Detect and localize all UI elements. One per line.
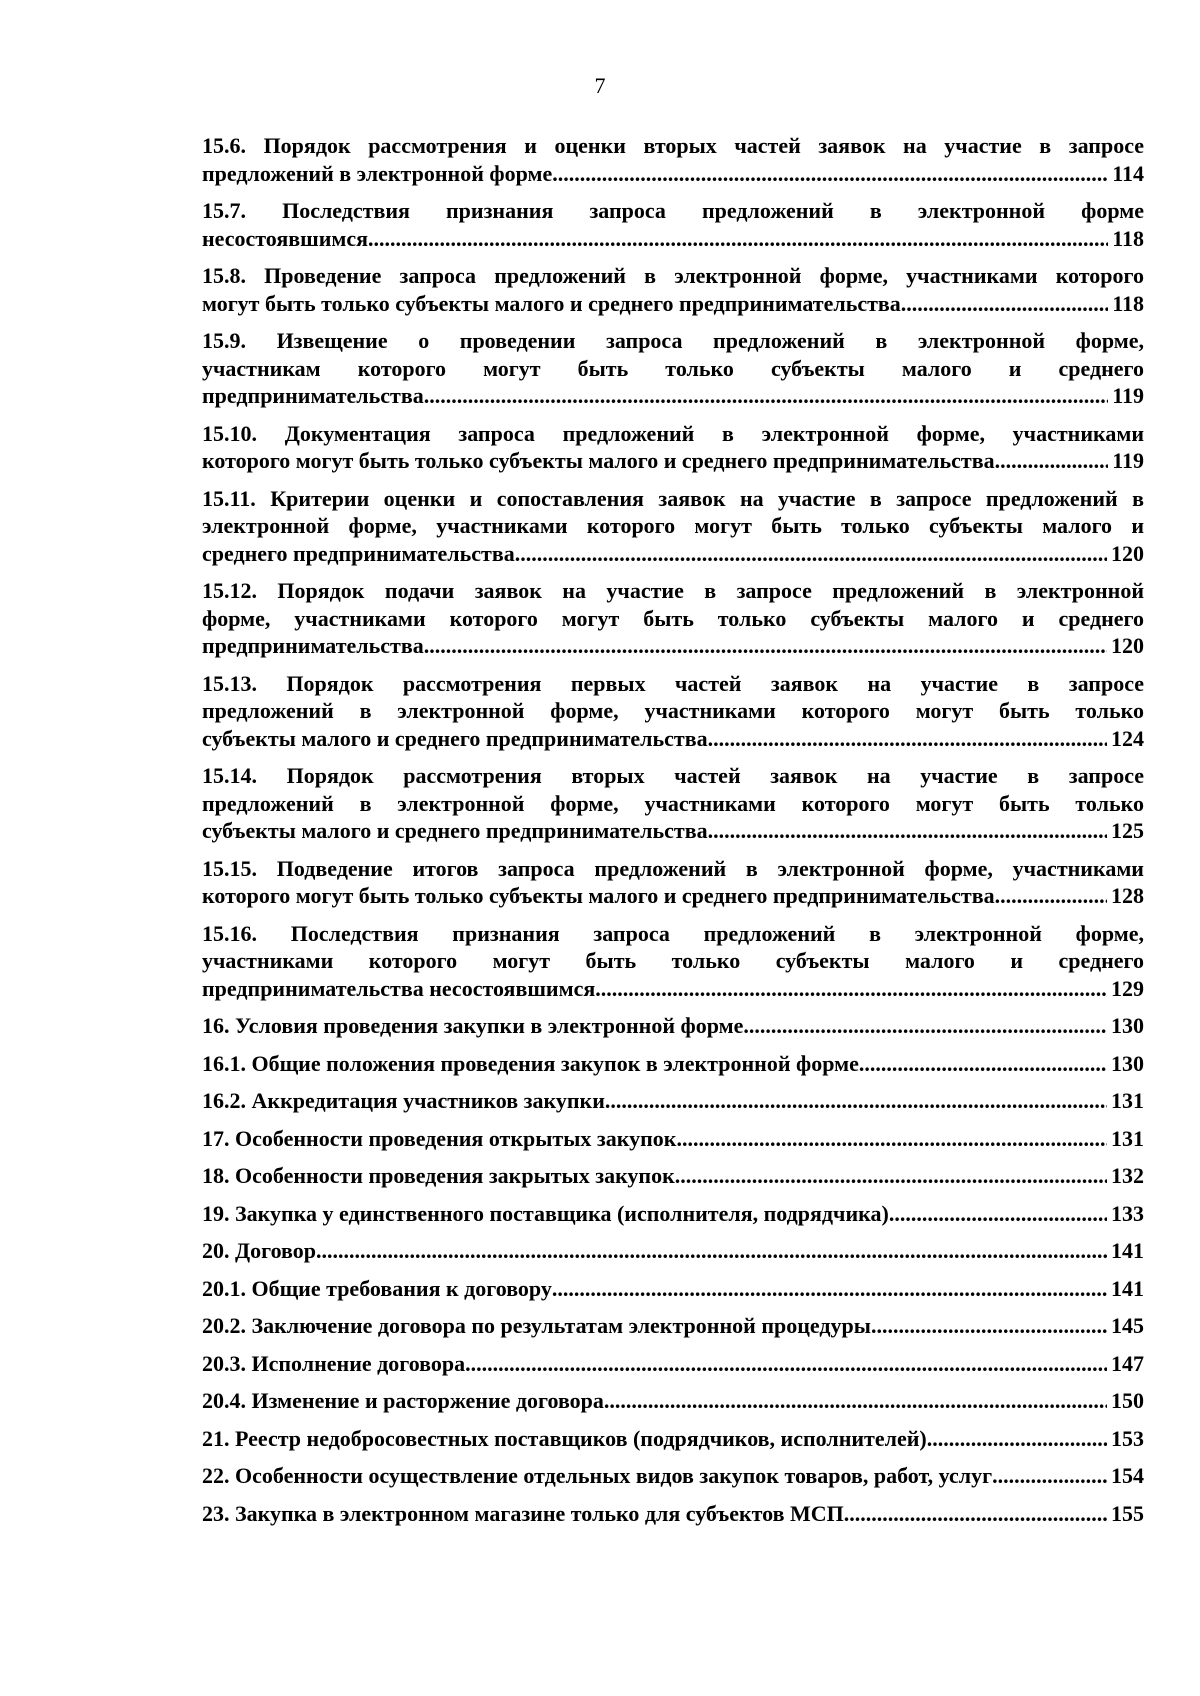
- toc-entry[interactable]: [202, 1312, 1144, 1340]
- toc-entry[interactable]: [202, 485, 1144, 568]
- toc-entry-line: 15.8. Проведение запроса предложений в электронной форме, участниками которого: [202, 263, 1144, 288]
- toc-entry[interactable]: [202, 1387, 1144, 1415]
- toc-entry[interactable]: [202, 1200, 1144, 1228]
- toc-entry-line: 15.14. Порядок рассмотрения вторых частей заявок на участие в запросе: [202, 763, 1144, 788]
- toc-entry-title: 22. Особенности осуществление отдельных видов закупок товаров, работ, услуг: [202, 1463, 993, 1488]
- toc-entry-line: форме, участниками которого могут быть только субъекты малого и среднего: [202, 605, 1144, 631]
- toc-entry-line: участниками которого могут быть только субъекты малого и среднего: [202, 948, 1144, 973]
- toc-entry[interactable]: [202, 1500, 1144, 1528]
- toc-entry-last-line: [202, 1350, 1144, 1378]
- toc-entry-page-number: 119: [1112, 448, 1144, 473]
- toc-entry-title: которого могут быть только субъекты малого и среднего предпринимательства: [202, 448, 995, 473]
- toc-entry-page-number: 147: [1111, 1350, 1144, 1376]
- dot-leader: [368, 225, 1108, 253]
- dot-leader: [743, 1012, 1107, 1040]
- dot-leader: [871, 1312, 1107, 1340]
- toc-entry-title: предпринимательства: [202, 633, 424, 658]
- toc-entry[interactable]: [202, 1462, 1144, 1490]
- toc-entry-last-line: [202, 1200, 1144, 1228]
- toc-entry-last-line: [202, 817, 1144, 845]
- toc-entry[interactable]: [202, 262, 1144, 317]
- toc-entry[interactable]: [202, 1012, 1144, 1040]
- toc-entry-page-number: 131: [1111, 1088, 1144, 1113]
- toc-entry-page-number: 124: [1111, 725, 1144, 751]
- toc-entry[interactable]: [202, 855, 1144, 910]
- toc-entry-page-number: 145: [1111, 1313, 1144, 1338]
- toc-entry-line: 15.6. Порядок рассмотрения и оценки вторых частей заявок на участие в запросе: [202, 133, 1144, 158]
- toc-entry-page-number: 125: [1111, 818, 1144, 843]
- toc-entry-last-line: [202, 1237, 1144, 1265]
- toc-entry-line: 15.13. Порядок рассмотрения первых частей заявок на участие в запросе: [202, 670, 1144, 696]
- toc-entry-page-number: 131: [1111, 1125, 1144, 1151]
- toc-entry-page-number: 132: [1111, 1163, 1144, 1188]
- dot-leader: [605, 1087, 1107, 1115]
- toc-entry-title: 20.3. Исполнение договора: [202, 1350, 466, 1376]
- toc-entry-page-number: 119: [1112, 383, 1144, 408]
- toc-entry-last-line: [202, 1050, 1144, 1078]
- toc-entry[interactable]: [202, 420, 1144, 475]
- toc-entry-line: участникам которого могут быть только субъекты малого и среднего: [202, 355, 1144, 381]
- toc-entry-last-line: [202, 1125, 1144, 1153]
- toc-entry-line: 15.10. Документация запроса предложений в электронной форме, участниками: [202, 420, 1144, 446]
- toc-entry-title: несостоявшимся: [202, 225, 369, 251]
- toc-entry[interactable]: [202, 920, 1144, 1003]
- toc-entry-page-number: 120: [1111, 540, 1144, 566]
- toc-entry-title: 18. Особенности проведения закрытых закупок: [202, 1163, 675, 1188]
- toc-entry[interactable]: [202, 327, 1144, 410]
- table-of-contents: [202, 132, 1144, 1537]
- toc-entry-title: которого могут быть только субъекты малого и среднего предпринимательства: [202, 883, 995, 908]
- dot-leader: [675, 1162, 1107, 1190]
- dot-leader: [424, 632, 1107, 660]
- toc-entry-last-line: [202, 540, 1144, 568]
- dot-leader: [676, 1125, 1107, 1153]
- dot-leader: [708, 725, 1107, 753]
- toc-entry-last-line: [202, 225, 1144, 253]
- toc-entry-last-line: [202, 1275, 1144, 1303]
- toc-entry-last-line: [202, 725, 1144, 753]
- toc-entry-page-number: 154: [1111, 1463, 1144, 1488]
- toc-entry-title: 20.2. Заключение договора по результатам электронной процедуры: [202, 1313, 871, 1338]
- toc-entry-page-number: 133: [1111, 1200, 1144, 1226]
- toc-entry-title: предложений в электронной форме: [202, 160, 553, 186]
- toc-entry-title: предпринимательства: [202, 383, 424, 408]
- toc-entry-title: 20.1. Общие требования к договору: [202, 1275, 552, 1301]
- toc-entry-page-number: 150: [1111, 1388, 1144, 1413]
- toc-entry-title: 16.2. Аккредитация участников закупки: [202, 1088, 605, 1113]
- toc-entry-page-number: 155: [1111, 1500, 1144, 1526]
- toc-entry-last-line: [202, 447, 1144, 475]
- toc-entry-page-number: 120: [1111, 633, 1144, 658]
- toc-entry-last-line: [202, 975, 1144, 1003]
- toc-entry-title: могут быть только субъекты малого и среднего предпринимательства: [202, 290, 901, 316]
- toc-entry-title: среднего предпринимательства: [202, 540, 515, 566]
- toc-entry-last-line: [202, 1462, 1144, 1490]
- toc-entry-page-number: 141: [1111, 1238, 1144, 1263]
- toc-entry-line: 15.16. Последствия признания запроса предложений в электронной форме,: [202, 920, 1144, 946]
- toc-entry[interactable]: [202, 1275, 1144, 1303]
- toc-entry-page-number: 153: [1111, 1425, 1144, 1451]
- dot-leader: [708, 817, 1107, 845]
- toc-entry-line: 15.12. Порядок подачи заявок на участие в запросе предложений в электронной: [202, 578, 1144, 603]
- toc-entry-title: 23. Закупка в электронном магазине только для субъектов МСП: [202, 1500, 844, 1526]
- toc-entry-line: электронной форме, участниками которого могут быть только субъекты малого и: [202, 513, 1144, 538]
- toc-entry[interactable]: [202, 762, 1144, 845]
- toc-entry-page-number: 118: [1112, 225, 1144, 251]
- toc-entry-page-number: 130: [1111, 1050, 1144, 1076]
- dot-leader: [995, 447, 1109, 475]
- toc-entry[interactable]: [202, 1425, 1144, 1453]
- toc-entry-title: 16.1. Общие положения проведения закупок в электронной форме: [202, 1050, 859, 1076]
- toc-entry[interactable]: [202, 577, 1144, 660]
- dot-leader: [844, 1500, 1107, 1528]
- toc-entry-line: предложений в электронной форме, участниками которого могут быть только: [202, 698, 1144, 723]
- toc-entry-title: предпринимательства несостоявшимся: [202, 975, 596, 1001]
- toc-entry-last-line: [202, 1162, 1144, 1190]
- toc-entry-last-line: [202, 1087, 1144, 1115]
- toc-entry[interactable]: [202, 670, 1144, 753]
- toc-entry-line: 15.9. Извещение о проведении запроса предложений в электронной форме,: [202, 328, 1144, 353]
- toc-entry-last-line: [202, 1425, 1144, 1453]
- toc-entry-line: 15.15. Подведение итогов запроса предложений в электронной форме, участниками: [202, 855, 1144, 881]
- toc-entry-title: 16. Условия проведения закупки в электронной форме: [202, 1013, 744, 1038]
- toc-entry-title: 17. Особенности проведения открытых закупок: [202, 1125, 677, 1151]
- toc-entry-last-line: [202, 1500, 1144, 1528]
- toc-entry-last-line: [202, 1012, 1144, 1040]
- toc-entry-last-line: [202, 1387, 1144, 1415]
- toc-entry-page-number: 114: [1112, 160, 1144, 186]
- toc-entry-line: 15.7. Последствия признания запроса предложений в электронной форме: [202, 198, 1144, 223]
- page-number: 7: [594, 73, 606, 98]
- toc-entry-title: субъекты малого и среднего предпринимательства: [202, 818, 708, 843]
- toc-entry[interactable]: [202, 197, 1144, 252]
- dot-leader: [604, 1387, 1107, 1415]
- dot-leader: [901, 290, 1108, 318]
- toc-entry[interactable]: [202, 1237, 1144, 1265]
- toc-entry-last-line: [202, 160, 1144, 188]
- toc-entry[interactable]: [202, 132, 1144, 187]
- toc-entry[interactable]: [202, 1050, 1144, 1078]
- dot-leader: [859, 1050, 1107, 1078]
- toc-entry-title: 21. Реестр недобросовестных поставщиков (подрядчиков, исполнителей): [202, 1425, 927, 1451]
- dot-leader: [992, 1462, 1107, 1490]
- toc-entry-title: 20.4. Изменение и расторжение договора: [202, 1388, 604, 1413]
- toc-entry-last-line: [202, 632, 1144, 660]
- toc-entry-page-number: 130: [1111, 1013, 1144, 1038]
- dot-leader: [927, 1425, 1107, 1453]
- toc-entry-title: 20. Договор: [202, 1238, 316, 1263]
- dot-leader: [515, 540, 1107, 568]
- toc-entry-page-number: 129: [1111, 975, 1144, 1001]
- dot-leader: [316, 1237, 1107, 1265]
- toc-entry[interactable]: [202, 1350, 1144, 1378]
- toc-entry-page-number: 128: [1111, 883, 1144, 908]
- toc-entry[interactable]: [202, 1087, 1144, 1115]
- dot-leader: [552, 160, 1108, 188]
- toc-entry-line: 15.11. Критерии оценки и сопоставления заявок на участие в запросе предложений в: [202, 485, 1144, 511]
- dot-leader: [424, 382, 1108, 410]
- dot-leader: [595, 975, 1107, 1003]
- toc-entry[interactable]: [202, 1125, 1144, 1153]
- dot-leader: [995, 882, 1107, 910]
- toc-entry[interactable]: [202, 1162, 1144, 1190]
- toc-entry-title: 19. Закупка у единственного поставщика (исполнителя, подрядчика): [202, 1200, 889, 1226]
- dot-leader: [889, 1200, 1107, 1228]
- toc-entry-last-line: [202, 382, 1144, 410]
- dot-leader: [552, 1275, 1107, 1303]
- dot-leader: [465, 1350, 1107, 1378]
- toc-entry-last-line: [202, 290, 1144, 318]
- toc-entry-page-number: 141: [1111, 1275, 1144, 1301]
- toc-entry-title: субъекты малого и среднего предпринимательства: [202, 725, 708, 751]
- toc-entry-last-line: [202, 882, 1144, 910]
- toc-entry-page-number: 118: [1112, 290, 1144, 316]
- toc-entry-line: предложений в электронной форме, участниками которого могут быть только: [202, 790, 1144, 816]
- toc-entry-last-line: [202, 1312, 1144, 1340]
